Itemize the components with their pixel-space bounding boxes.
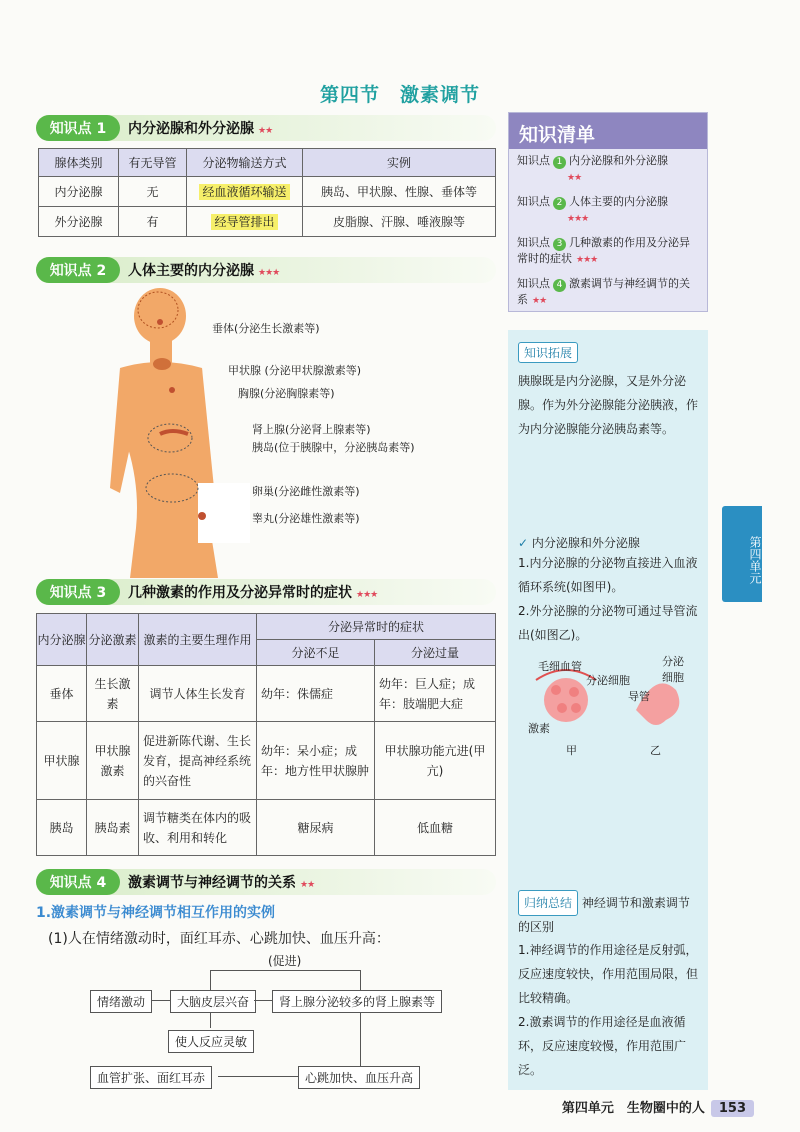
label-secretory-cell-2: 分泌细胞 <box>662 655 684 684</box>
tip3-p1: 1.神经调节的作用途径是反射弧，反应速度较快，作用范围局限，但比较精确。 <box>518 943 699 1005</box>
cell: 胰岛 <box>37 800 87 856</box>
subheading: 1.激素调节与神经调节相互作用的实例 <box>36 905 276 921</box>
th-func: 激素的主要生理作用 <box>139 614 257 666</box>
cell: 甲状腺功能亢进(甲亢) <box>375 722 496 800</box>
cell <box>187 207 303 237</box>
kp4-bar <box>36 869 496 895</box>
section-title: 第四节 激素调节 <box>319 84 480 106</box>
cell: 皮脂腺、汗腺、唾液腺等 <box>303 207 496 237</box>
kp1-stars: ★★ <box>258 126 273 136</box>
cell: 甲状腺 <box>37 722 87 800</box>
gland-label: 甲状腺 (分泌甲状腺激素等) <box>228 364 362 377</box>
table-row <box>39 207 496 237</box>
sidebar-notes <box>508 330 708 1090</box>
kp2-stars: ★★★ <box>258 268 280 278</box>
flow-node-cortex: 大脑皮层兴奋 <box>170 990 256 1013</box>
cell: 外分泌腺 <box>39 207 119 237</box>
gland-table <box>38 148 496 237</box>
gland-label: 卵巢(分泌雌性激素等) <box>252 485 360 498</box>
table-row <box>37 666 496 722</box>
cell: 幼年：巨人症；成年：肢端肥大症 <box>375 666 496 722</box>
gland-label: 垂体(分泌生长激素等) <box>212 322 320 335</box>
example-text: (1)人在情绪激动时，面红耳赤、心跳加快、血压升高： <box>48 931 390 947</box>
tip2-p2: 2.外分泌腺的分泌物可通过导管流出(如图乙)。 <box>518 604 698 642</box>
label-hormone: 激素 <box>528 722 550 735</box>
cell: 糖尿病 <box>257 800 375 856</box>
th-abn: 分泌异常时的症状 <box>257 614 496 640</box>
cell: 调节人体生长发育 <box>139 666 257 722</box>
kp3-title: 几种激素的作用及分泌异常时的症状 ★★★ <box>128 585 378 601</box>
label-secretory-cell: 分泌细胞 <box>586 674 630 687</box>
kp1-tag: 知识点 1 <box>36 115 120 141</box>
flow-node-alert: 使人反应灵敏 <box>168 1030 254 1053</box>
cell: 幼年：侏儒症 <box>257 666 375 722</box>
kp4-title: 激素调节与神经调节的关系 ★★ <box>128 875 315 891</box>
flow-node-emotion: 情绪激动 <box>90 990 152 1013</box>
gland-label: 睾丸(分泌雄性激素等) <box>252 512 360 525</box>
gland-label: 胰岛(位于胰腺中，分泌胰岛素等) <box>252 441 415 454</box>
kp2-tag: 知识点 2 <box>36 257 120 283</box>
flow-node-vessel: 血管扩张、面红耳赤 <box>90 1066 212 1089</box>
check-icon: ✓ <box>518 536 529 550</box>
cell: 内分泌腺 <box>39 177 119 207</box>
cell: 低血糖 <box>375 800 496 856</box>
cell: 有 <box>119 207 187 237</box>
table-row <box>39 177 496 207</box>
kp2-bar <box>36 257 496 283</box>
th-transport: 分泌物输送方式 <box>187 149 303 177</box>
footer <box>562 1097 754 1117</box>
knowledge-list-panel <box>508 112 708 312</box>
tip2-title: ✓ 内分泌腺和外分泌腺 <box>518 536 640 550</box>
list-item: 知识点 4 激素调节与神经调节的关系 ★★ <box>517 277 690 306</box>
label-yi: 乙 <box>650 744 661 757</box>
label-jia: 甲 <box>566 744 577 757</box>
flow-node-adrenal: 肾上腺分泌较多的肾上腺素等 <box>272 990 442 1013</box>
flow-node-heart: 心跳加快、血压升高 <box>298 1066 420 1089</box>
gland-label: 肾上腺(分泌肾上腺素等) <box>252 423 371 436</box>
label-duct: 导管 <box>628 690 650 703</box>
kp1-title: 内分泌腺和外分泌腺 ★★ <box>128 121 273 137</box>
cell: 调节糖类在体内的吸收、利用和转化 <box>139 800 257 856</box>
cell: 胰岛素 <box>87 800 139 856</box>
label-capillary: 毛细血管 <box>538 660 582 673</box>
th-low: 分泌不足 <box>257 640 375 666</box>
list-item: 知识点 2 人体主要的内分泌腺 ★★★ <box>517 195 668 224</box>
unit-tab: 第四单元 <box>722 506 762 602</box>
table-row <box>37 722 496 800</box>
cell: 幼年：呆小症；成年：地方性甲状腺肿 <box>257 722 375 800</box>
gland-label: 胸腺(分泌胸腺素等) <box>238 387 335 400</box>
list-item: 知识点 3 几种激素的作用及分泌异常时的症状 ★★★ <box>517 236 690 265</box>
hormone-table <box>36 613 496 856</box>
kp3-bar <box>36 579 496 605</box>
tip-tag-summary: 归纳总结 <box>518 890 578 916</box>
tip-text: 胰腺既是内分泌腺，又是外分泌腺。作为外分泌腺能分泌胰液，作为内分泌腺能分泌胰岛素等。 <box>518 374 699 436</box>
cell: 生长激素 <box>87 666 139 722</box>
cell: 胰岛、甲状腺、性腺、垂体等 <box>303 177 496 207</box>
kp1-bar <box>36 115 496 141</box>
kp4-tag: 知识点 4 <box>36 869 120 895</box>
kp3-stars: ★★★ <box>356 590 378 600</box>
cell <box>187 177 303 207</box>
kp4-stars: ★★ <box>300 880 315 890</box>
th-high: 分泌过量 <box>375 640 496 666</box>
tip3-p2: 2.激素调节的作用途径是血液循环，反应速度较慢，作用范围广泛。 <box>518 1015 687 1077</box>
highlight: 经血液循环输送 <box>199 184 289 200</box>
promote-label: (促进) <box>268 954 302 968</box>
kp2-title: 人体主要的内分泌腺 ★★★ <box>128 263 280 279</box>
th-type: 腺体类别 <box>39 149 119 177</box>
th-example: 实例 <box>303 149 496 177</box>
page-number: 153 <box>711 1100 754 1117</box>
cell: 甲状腺激素 <box>87 722 139 800</box>
cell: 垂体 <box>37 666 87 722</box>
tip-tag-extend: 知识拓展 <box>518 342 578 363</box>
th-gland: 内分泌腺 <box>37 614 87 666</box>
tip2-p1: 1.内分泌腺的分泌物直接进入血液循环系统(如图甲)。 <box>518 556 698 594</box>
list-item: 知识点 1 内分泌腺和外分泌腺 ★★ <box>517 154 668 183</box>
highlight: 经导管排出 <box>211 214 277 230</box>
table-row <box>37 800 496 856</box>
footer-unit: 第四单元 生物圈中的人 <box>561 1101 705 1116</box>
tip3-header: 归纳总结 神经调节和激素调节的区别 <box>518 890 700 938</box>
th-hormone: 分泌激素 <box>87 614 139 666</box>
knowledge-list-title: 知识清单 <box>509 113 707 149</box>
th-duct: 有无导管 <box>119 149 187 177</box>
flow-diagram <box>0 950 500 1090</box>
cell: 促进新陈代谢、生长发育，提高神经系统的兴奋性 <box>139 722 257 800</box>
cell: 无 <box>119 177 187 207</box>
kp3-tag: 知识点 3 <box>36 579 120 605</box>
